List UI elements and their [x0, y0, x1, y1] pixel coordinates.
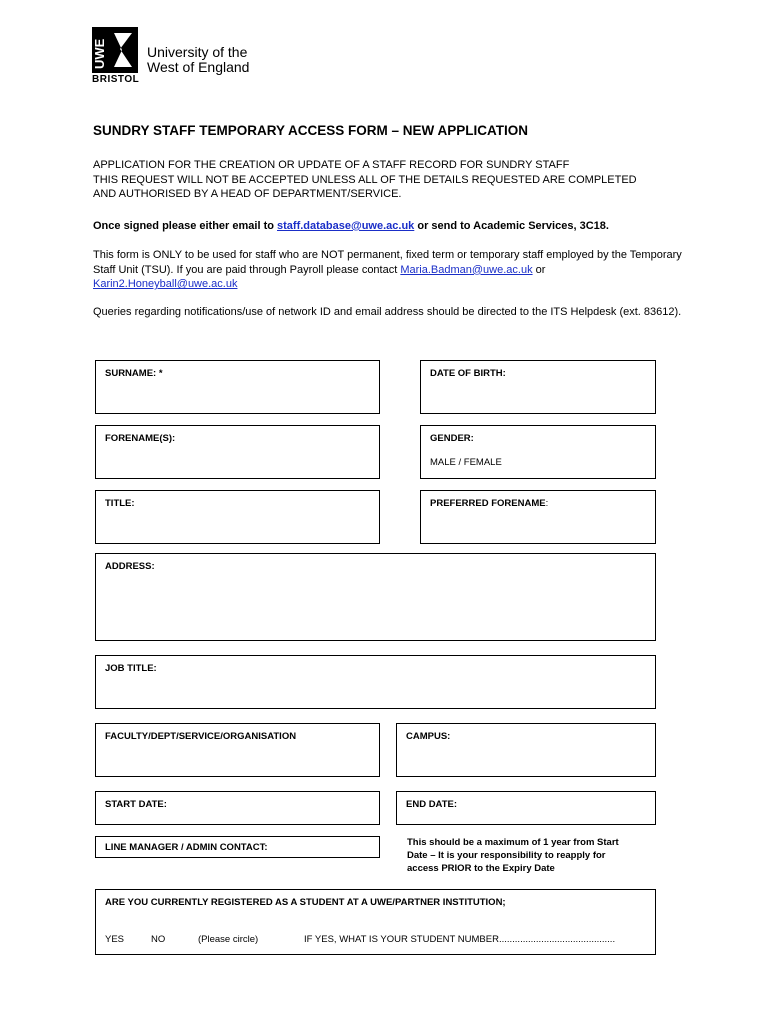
or-text: or [532, 263, 546, 276]
preferred-forename-colon: : [545, 498, 549, 509]
address-field[interactable] [95, 553, 656, 641]
forenames-label: FORENAME(S): [105, 433, 176, 444]
faculty-field[interactable] [95, 723, 380, 777]
gender-field[interactable] [420, 425, 656, 479]
gender-label: GENDER: [430, 433, 474, 444]
intro-line-3: AND AUTHORISED BY A HEAD OF DEPARTMENT/SERVICE. [93, 188, 402, 201]
only-use-text: This form is ONLY to be used for staff who are NOT permanent, fixed term or temporary staff employed by the Temporary Staff Unit (TSU). If you are paid through Payroll please contact [93, 249, 682, 276]
signed-instructions [93, 219, 683, 234]
surname-label: SURNAME: * [105, 368, 163, 379]
signed-suffix: or send to Academic Services, 3C18. [414, 220, 609, 232]
logo-university-name [147, 45, 249, 75]
preferred-forename-label [430, 498, 548, 509]
preferred-forename-text: PREFERRED FORENAME [430, 498, 546, 509]
intro-line-1: APPLICATION FOR THE CREATION OR UPDATE OF A STAFF RECORD FOR SUNDRY STAFF [93, 159, 570, 171]
logo-line-2: West of England [147, 59, 250, 75]
title-label: TITLE: [105, 498, 135, 509]
logo-mark-text: UWE [92, 38, 107, 69]
student-status-section [95, 889, 656, 955]
forenames-field[interactable] [95, 425, 380, 479]
intro-paragraph [93, 158, 683, 202]
date-of-birth-field[interactable] [420, 360, 656, 414]
end-note-line-2: Date – It is your responsibility to reapply for [407, 850, 606, 861]
line-manager-field[interactable] [95, 836, 380, 858]
title-field[interactable] [95, 490, 380, 544]
student-question-label: ARE YOU CURRENTLY REGISTERED AS A STUDENT AT A UWE/PARTNER INSTITUTION; [105, 897, 506, 908]
gender-options[interactable]: MALE / FEMALE [430, 457, 502, 468]
queries-paragraph: Queries regarding notifications/use of network ID and email address should be directed to the ITS Helpdesk (ext. 83612). [93, 306, 682, 318]
start-date-field[interactable] [95, 791, 380, 825]
student-number-field[interactable]: IF YES, WHAT IS YOUR STUDENT NUMBER............................................ [304, 934, 616, 945]
campus-field[interactable] [396, 723, 656, 777]
signed-prefix: Once signed please either email to [93, 220, 278, 232]
uwe-logo-icon [92, 27, 140, 73]
end-date-note [407, 836, 647, 875]
job-title-field[interactable] [95, 655, 656, 709]
maria-email-link[interactable]: Maria.Badman@uwe.ac.uk [400, 263, 533, 276]
karin-email-link[interactable]: Karin2.Honeyball@uwe.ac.uk [93, 278, 238, 291]
preferred-forename-field[interactable] [420, 490, 656, 544]
end-note-line-3: access PRIOR to the Expiry Date [407, 863, 555, 874]
logo-line-1: University of the [147, 44, 248, 60]
address-label: ADDRESS: [105, 561, 155, 572]
no-option[interactable]: NO [151, 934, 166, 945]
start-date-label: START DATE: [105, 799, 167, 810]
dob-label: DATE OF BIRTH: [430, 368, 506, 379]
logo-bristol: BRISTOL [92, 74, 140, 85]
surname-field[interactable] [95, 360, 380, 414]
yes-option[interactable]: YES [105, 934, 125, 945]
staff-database-email-link[interactable]: staff.database@uwe.ac.uk [277, 220, 415, 232]
intro-line-2: THIS REQUEST WILL NOT BE ACCEPTED UNLESS ALL OF THE DETAILS REQUESTED ARE COMPLETED [93, 173, 637, 186]
end-date-field[interactable] [396, 791, 656, 825]
only-use-paragraph [93, 248, 683, 292]
end-date-label: END DATE: [406, 799, 458, 810]
end-note-line-1: This should be a maximum of 1 year from Start [407, 837, 619, 848]
job-title-label: JOB TITLE: [105, 663, 157, 674]
faculty-label: FACULTY/DEPT/SERVICE/ORGANISATION [105, 731, 297, 742]
form-title: SUNDRY STAFF TEMPORARY ACCESS FORM – NEW APPLICATION [93, 123, 529, 138]
please-circle-text: (Please circle) [198, 934, 259, 945]
campus-label: CAMPUS: [406, 731, 451, 742]
line-manager-label: LINE MANAGER / ADMIN CONTACT: [105, 842, 268, 853]
